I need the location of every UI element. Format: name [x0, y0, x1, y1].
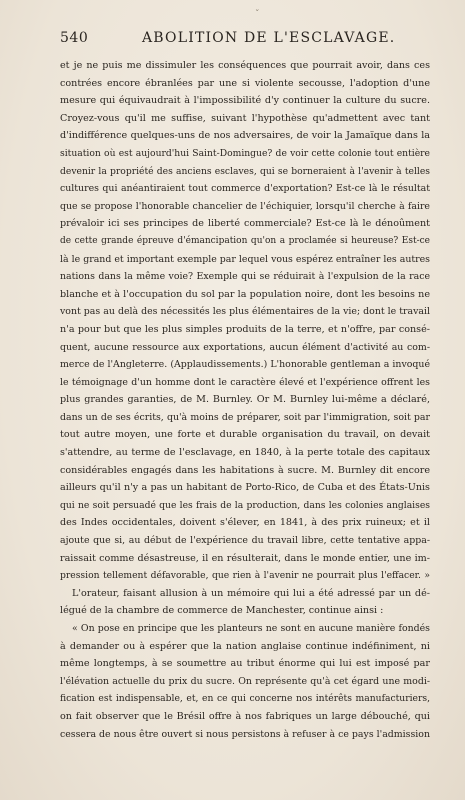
- text-line: considérables engagés dans les habitations à sucre. M. Burnley dit encore: [60, 464, 430, 476]
- text-line: raissait comme désastreuse, il en résulterait, dans le monde entier, une im-: [60, 552, 430, 564]
- text-line: l'élévation actuelle du prix du sucre. On représente qu'à cet égard une modi-: [60, 675, 430, 687]
- text-line: même longtemps, à se soumettre au tribut énorme qui lui est imposé par: [60, 658, 430, 670]
- text-line: et je ne puis me dissimuler les conséquences que pourrait avoir, dans ces: [60, 60, 430, 71]
- text-line: n'a pour but que les plus simples produits de la terre, et n'offre, par consé-: [60, 323, 430, 335]
- page-header: [60, 30, 420, 48]
- text-line: plus grandes garanties, de M. Burnley. Or M. Burnley lui-même a déclaré,: [60, 394, 430, 406]
- text-line: cessera de nous être ouvert si nous persistons à refuser à ce pays l'admission: [60, 728, 430, 740]
- text-line: le témoignage d'un homme dont le caractère élevé et l'expérience offrent les: [60, 376, 430, 388]
- text-line: merce de l'Angleterre. (Applaudissements.) L'honorable gentleman a invoqué: [60, 359, 430, 371]
- text-line: vont pas au delà des nécessités les plus élémentaires de la vie; dont le travail: [60, 306, 430, 318]
- text-line: dans un de ses écrits, qu'à moins de préparer, soit par l'immigration, soit par: [60, 411, 430, 423]
- text-line: cultures qui anéantiraient tout commerce d'exportation? Est-ce là le résultat: [60, 183, 430, 195]
- text-line: tout autre moyen, une forte et durable organisation du travail, on devait: [60, 429, 430, 441]
- printer-mark: ˇ: [255, 10, 260, 20]
- text-line: ailleurs qu'il n'y a pas un habitant de Porto-Rico, de Cuba et des États-Unis: [60, 482, 430, 494]
- text-line: situation où est aujourd'hui Saint-Domingue? de voir cette colonie tout entière: [60, 147, 430, 159]
- text-line: ajoute que si, au début de l'expérience du travail libre, cette tentative appa-: [60, 535, 430, 547]
- text-line: prévaloir ici ses principes de liberté commerciale? Est-ce là le dénoûment: [60, 218, 430, 230]
- text-line: on fait observer que le Brésil offre à nos fabriques un large débouché, qui: [60, 710, 430, 722]
- text-line: devenir la propriété des anciens esclaves, qui se borneraient à l'avenir à telles: [60, 165, 430, 177]
- text-line: Croyez-vous qu'il me suffise, suivant l'hypothèse qu'admettent avec tant: [60, 112, 430, 124]
- text-line: que se propose l'honorable chancelier de l'échiquier, lorsqu'il cherche à faire: [60, 200, 430, 212]
- text-line: pression tellement défavorable, que rien à l'avenir ne pourrait plus l'effacer. »: [60, 570, 430, 582]
- running-title: ABOLITION DE L'ESCLAVAGE.: [142, 30, 396, 46]
- text-line: d'indifférence quelques-uns de nos adversaires, de voir la Jamaïque dans la: [60, 130, 430, 142]
- text-line: nations dans la même voie? Exemple qui se réduirait à l'expulsion de la race: [60, 271, 430, 283]
- text-line: fication est indispensable, et, en ce qui concerne nos intérêts manufacturiers,: [60, 693, 430, 705]
- text-line: à demander ou à espérer que la nation anglaise continue indéfiniment, ni: [60, 640, 430, 652]
- text-line: s'attendre, au terme de l'esclavage, en 1840, à la perte totale des capitaux: [60, 447, 430, 459]
- text-line: contrées encore ébranlées par une si violente secousse, l'adoption d'une: [60, 77, 430, 89]
- text-line: des Indes occidentales, doivent s'élever, en 1841, à des prix ruineux; et il: [60, 517, 430, 529]
- text-line: L'orateur, faisant allusion à un mémoire qui lui a été adressé par un dé-: [72, 587, 430, 599]
- text-line: là le grand et important exemple par lequel vous espérez entraîner les autres: [60, 253, 430, 265]
- body-text: [60, 57, 430, 743]
- text-line: blanche et à l'occupation du sol par la population noire, dont les besoins ne: [60, 288, 430, 300]
- text-line: « On pose en principe que les planteurs ne sont en aucune manière fondés: [72, 623, 430, 634]
- text-line: légué de la chambre de commerce de Manchester, continue ainsi :: [60, 605, 384, 617]
- text-line: de cette grande épreuve d'émancipation qu'on a proclamée si heureuse? Est-ce: [60, 235, 430, 246]
- text-line: mesure qui équivaudrait à l'impossibilité d'y continuer la culture du sucre.: [60, 95, 430, 107]
- page-number: 540: [60, 30, 89, 46]
- text-line: qui ne soit persuadé que les frais de la production, dans les colonies anglaises: [60, 499, 430, 511]
- text-line: quent, aucune ressource aux exportations, aucun élément d'activité au com-: [60, 341, 430, 353]
